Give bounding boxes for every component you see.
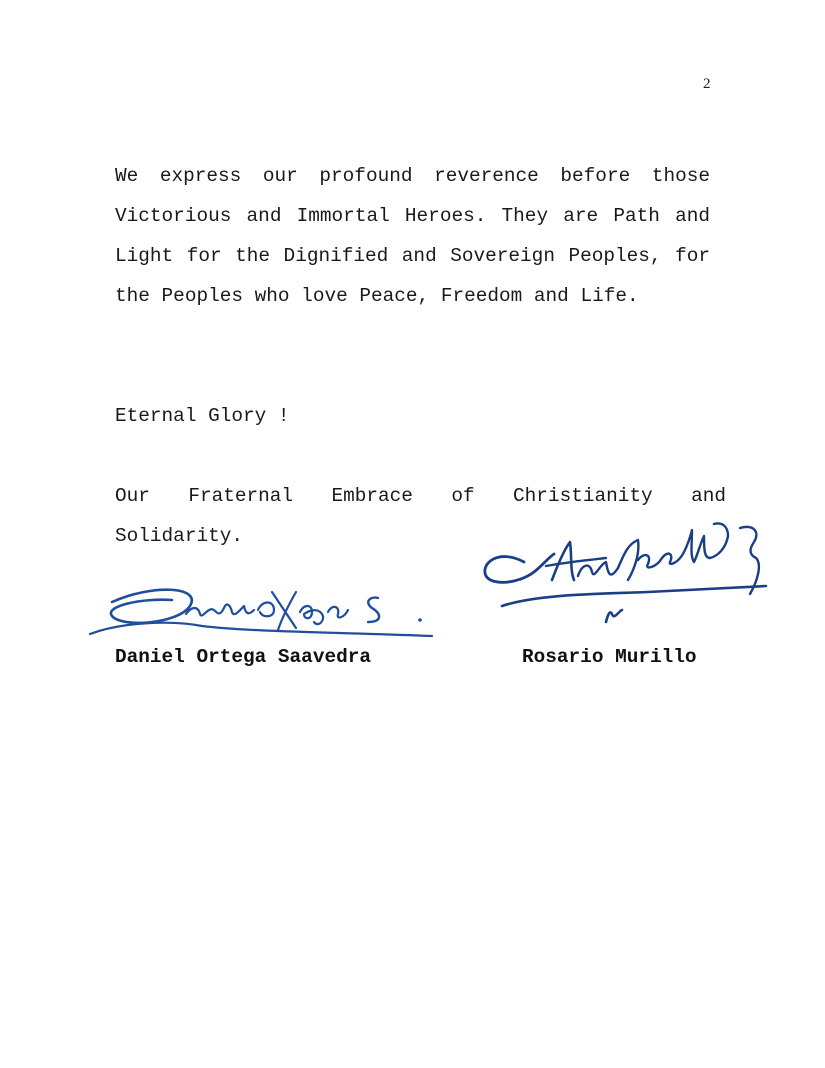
signature-ortega-icon — [82, 570, 438, 650]
signature-murillo-icon — [478, 514, 774, 628]
signer-name-murillo: Rosario Murillo — [522, 646, 697, 668]
signer-name-ortega: Daniel Ortega Saavedra — [115, 646, 371, 668]
paragraph-fraternal-embrace: Our Fraternal Embrace of Christianity and Solidarity. — [115, 485, 726, 547]
paragraph-eternal-glory: Eternal Glory ! — [115, 405, 290, 427]
paragraph-reverence: We express our profound reverence before those Victorious and Immortal Heroes. They are Path and Light for the Dignified and Sovereign Peoples, for the Peoples who love Peace, Freedom and Life. — [115, 165, 710, 307]
page-number: 2 — [703, 76, 711, 92]
